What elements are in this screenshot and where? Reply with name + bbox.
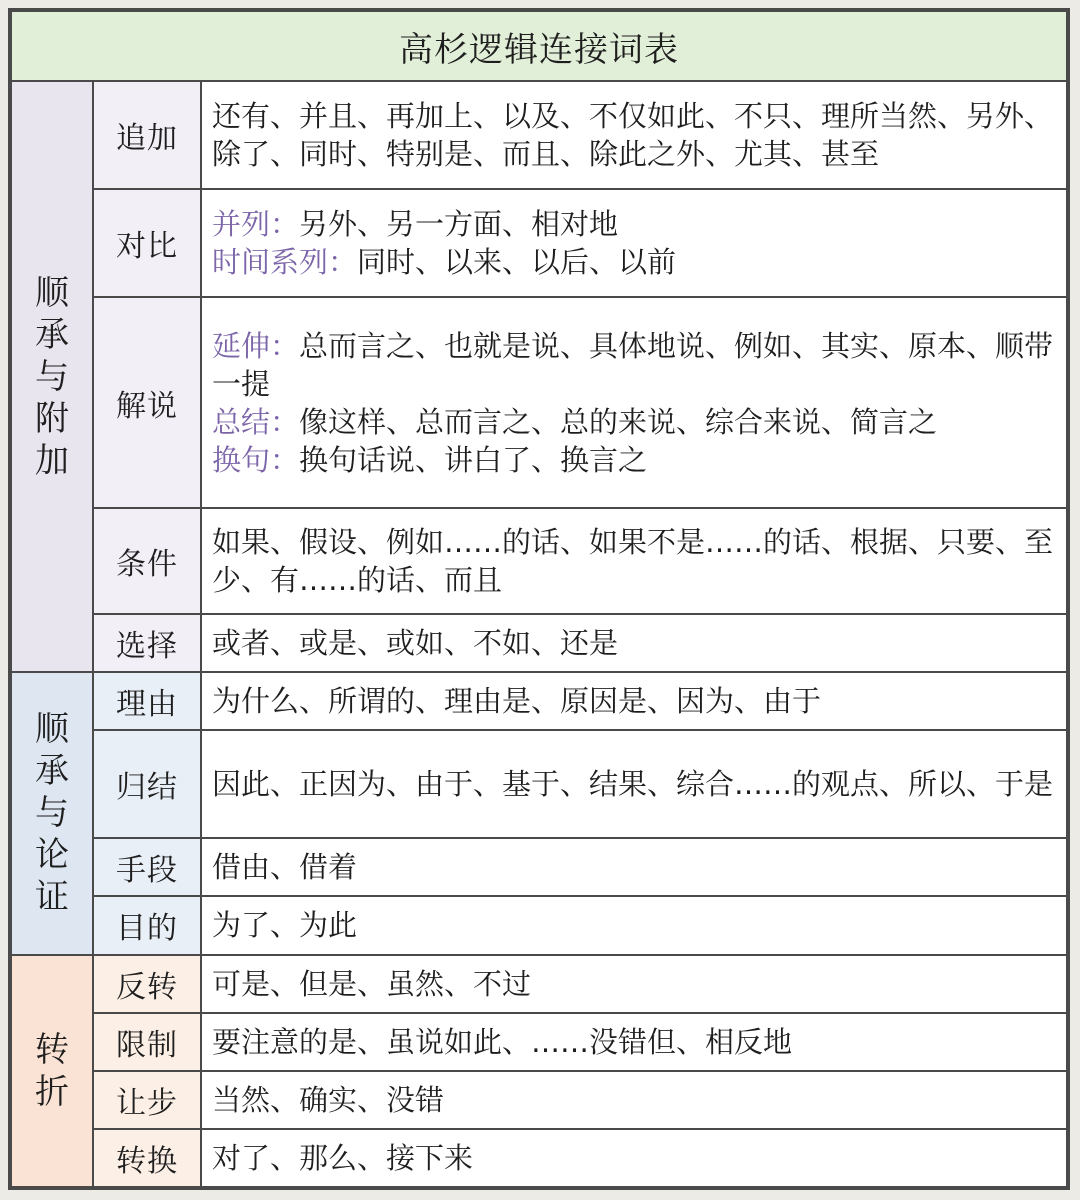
connectives-table-sheet — [8, 8, 1070, 1190]
group-label-zhuanzhe: 转 折 — [11, 955, 93, 1187]
content-text: 对了、那么、接下来 — [212, 1140, 474, 1175]
category-xianzhi: 限制 — [93, 1013, 201, 1071]
category-zhuijia: 追加 — [93, 81, 201, 189]
content-mudi — [201, 896, 1067, 954]
content-rangbu — [201, 1071, 1067, 1129]
content-text: 另外、另一方面、相对地 — [299, 207, 619, 242]
content-xianzhi — [201, 1013, 1067, 1071]
content-text: 还有、并且、再加上、以及、不仅如此、不只、理所当然、另外、除了、同时、特别是、而且、除此之外、尤其、甚至 — [212, 99, 1054, 172]
content-label: 换句： — [212, 442, 300, 477]
content-fanzhuan — [201, 955, 1067, 1013]
content-text: 因此、正因为、由于、基于、结果、综合……的观点、所以、于是 — [212, 767, 1054, 802]
content-liyou — [201, 672, 1067, 730]
content-label: 总结： — [212, 404, 300, 439]
content-shouduan — [201, 838, 1067, 896]
category-guijie: 归结 — [93, 730, 201, 838]
content-text: 可是、但是、虽然、不过 — [212, 966, 532, 1001]
category-liyou: 理由 — [93, 672, 201, 730]
category-xuanze: 选择 — [93, 614, 201, 672]
content-text: 或者、或是、或如、不如、还是 — [212, 626, 619, 661]
content-text: 换句话说、讲白了、换言之 — [299, 442, 648, 477]
content-xuanze — [201, 614, 1067, 672]
group-label-shuncheng-lunzheng: 顺 承 与 论 证 — [11, 672, 93, 954]
content-guijie — [201, 730, 1067, 838]
content-zhuijia — [201, 81, 1067, 189]
content-jieshuo — [201, 297, 1067, 507]
content-label: 延伸： — [212, 328, 300, 363]
content-text: 为了、为此 — [212, 908, 358, 943]
category-jieshuo: 解说 — [93, 297, 201, 507]
category-tiaojian: 条件 — [93, 508, 201, 614]
content-text: 借由、借着 — [212, 850, 358, 885]
content-text: 要注意的是、虽说如此、……没错但、相反地 — [212, 1024, 793, 1059]
category-fanzhuan: 反转 — [93, 955, 201, 1013]
content-label: 时间系列： — [212, 245, 358, 280]
content-text: 为什么、所谓的、理由是、原因是、因为、由于 — [212, 684, 822, 719]
content-text: 如果、假设、例如……的话、如果不是……的话、根据、只要、至少、有……的话、而且 — [212, 524, 1054, 597]
category-zhuanhuan: 转换 — [93, 1129, 201, 1187]
group-label-shuncheng-fujia: 顺 承 与 附 加 — [11, 81, 93, 672]
content-duibi — [201, 189, 1067, 297]
connectives-table — [10, 10, 1068, 1188]
content-zhuanhuan — [201, 1129, 1067, 1187]
content-label: 并列： — [212, 207, 300, 242]
content-text: 总而言之、也就是说、具体地说、例如、其实、原本、顺带一提 — [212, 328, 1054, 401]
category-duibi: 对比 — [93, 189, 201, 297]
table-title: 高杉逻辑连接词表 — [11, 11, 1067, 81]
content-tiaojian — [201, 508, 1067, 614]
category-rangbu: 让步 — [93, 1071, 201, 1129]
category-mudi: 目的 — [93, 896, 201, 954]
content-text: 同时、以来、以后、以前 — [357, 245, 677, 280]
content-text: 当然、确实、没错 — [212, 1082, 445, 1117]
category-shouduan: 手段 — [93, 838, 201, 896]
content-text: 像这样、总而言之、总的来说、综合来说、简言之 — [299, 404, 938, 439]
